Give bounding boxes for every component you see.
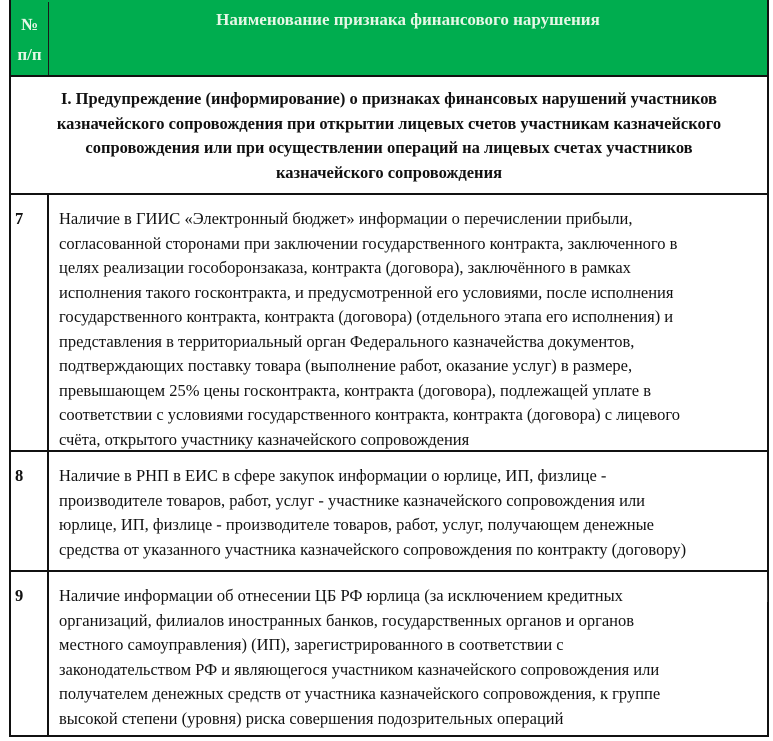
row-text-line: местного самоуправления) (ИП), зарегистрированного в соответствии с [59, 635, 564, 654]
row-text-line: исполнения такого госконтракта, и предусмотренной его условиями, после исполнения [59, 282, 674, 302]
row-text-line: получателем денежных средств от участника казначейского сопровождения, к группе [59, 684, 661, 703]
row-text-line: Наличие в ГИИС «Электронный бюджет» информации о перечислении прибыли, [59, 209, 633, 228]
row-text-line: средства от указанного участника казначейского сопровождения по контракту (договору) [59, 539, 687, 559]
row-text-line: счёта, открытого участнику казначейского сопровождения [59, 429, 470, 449]
row-text-line: государственного контракта, контракта (договора) (отдельного этапа его исполнения) и [59, 307, 674, 326]
section-line: сопровождения или при осуществлении операций на лицевых счетах участников [85, 138, 693, 157]
row-text-line: высокой степени (уровня) риска совершения подозрительных операций [59, 708, 564, 728]
header-number-column [11, 2, 49, 75]
section-heading-row [11, 77, 767, 195]
row-text-line: соответствии с условиями государственного контракта, контракта (договора) с лицевого [59, 405, 680, 424]
section-line: I. Предупреждение (информирование) о признаках финансовых нарушений участников [61, 89, 717, 108]
row-number: 8 [11, 452, 49, 570]
row-text-line: законодательством РФ и являющегося участником казначейского сопровождения или [59, 659, 660, 679]
section-line: казначейского сопровождения при открытии лицевых счетов участникам казначейского [56, 113, 722, 133]
row-text-line: организаций, филиалов иностранных банков, государственных органов и органов [59, 610, 635, 630]
row-number: 7 [11, 195, 49, 450]
table-header [11, 0, 767, 77]
header-num-symbol: № [20, 15, 39, 34]
header-num-abbr: п/п [17, 45, 42, 64]
violations-table [9, 0, 769, 737]
header-title: Наименование признака финансового нарушения [216, 10, 600, 29]
table-row [11, 195, 767, 452]
row-text-line: целях реализации гособоронзаказа, контракта (договора), заключённого в рамках [59, 258, 631, 277]
row-text [49, 195, 767, 450]
row-text-line: Наличие в РНП в ЕИС в сфере закупок информации о юрлице, ИП, физлице - [59, 466, 607, 485]
row-text-line: юрлице, ИП, физлице - производителе товаров, работ, услуг, получающем денежные [59, 515, 654, 534]
table-row [11, 452, 767, 572]
row-text-line: согласованной сторонами при заключении государственного контракта, заключенного в [59, 233, 678, 253]
row-text-line: производителе товаров, работ, услуг - участнике казначейского сопровождения или [59, 490, 646, 510]
row-text [49, 452, 767, 570]
row-text-line: представления в территориальный орган Федерального казначейства документов, [59, 331, 635, 351]
row-number: 9 [11, 572, 49, 735]
section-line: казначейского сопровождения [276, 162, 502, 182]
section-heading [11, 87, 767, 193]
row-text [49, 572, 767, 735]
table-row [11, 572, 767, 737]
row-text-line: подтверждающих поставку товара (выполнение работ, оказание услуг) в размере, [59, 356, 633, 375]
text-cursor [767, 580, 768, 602]
row-text-line: Наличие информации об отнесении ЦБ РФ юрлица (за исключением кредитных [59, 586, 623, 605]
row-text-line: превышающем 25% цены госконтракта, контракта (договора), подлежащей уплате в [59, 380, 651, 400]
